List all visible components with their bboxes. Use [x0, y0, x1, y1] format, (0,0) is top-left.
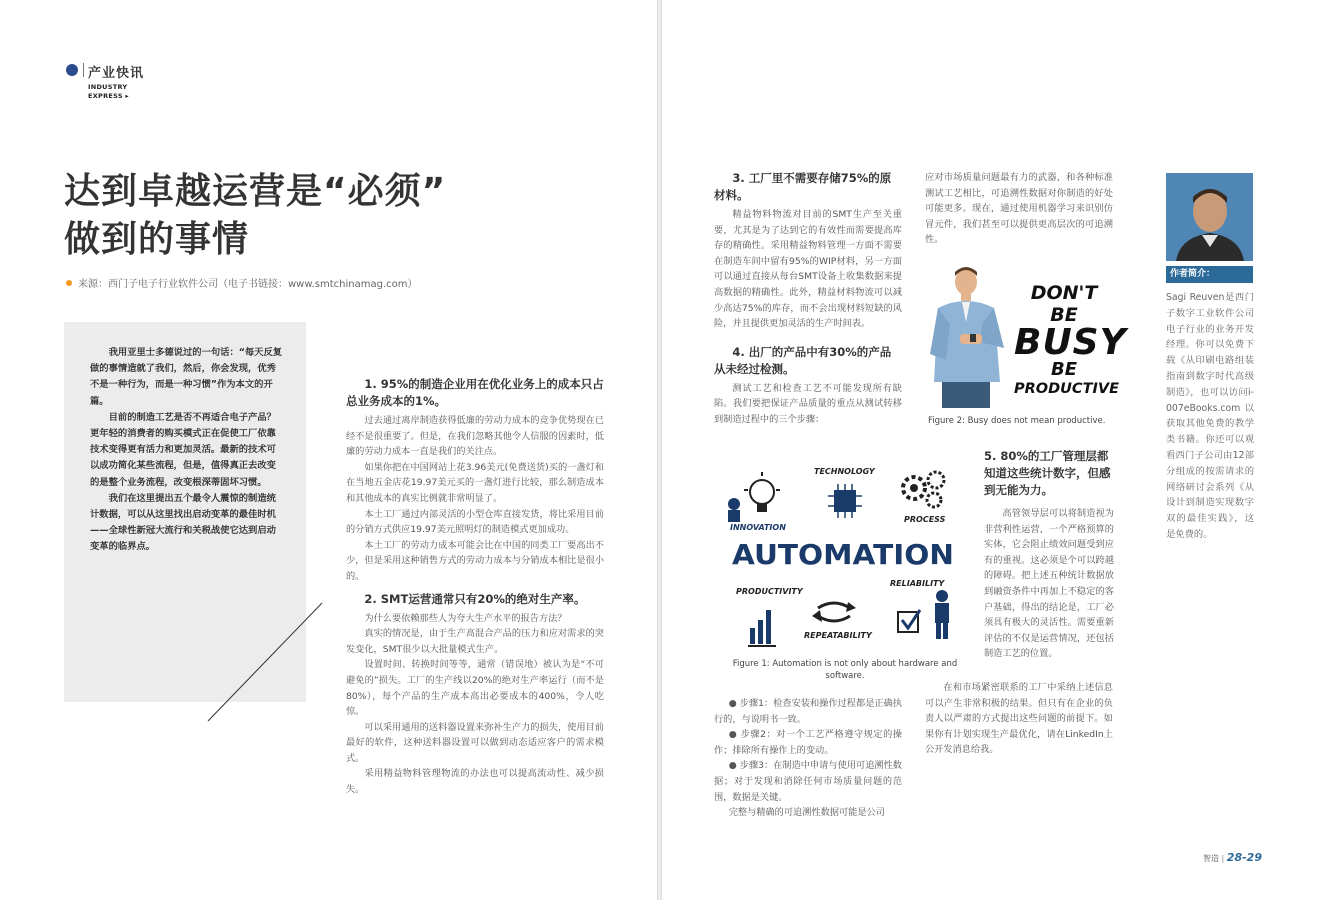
bullet-dot-icon	[66, 280, 72, 286]
article-column-3-mid	[984, 506, 1114, 662]
body-paragraph: 真实的情况是，由于生产高混合产品的压力和应对需求的突发变化，SMT很少以大批量模式生产。	[346, 628, 604, 655]
figure-2-caption: Figure 2: Busy does not mean productive.	[928, 416, 1106, 426]
section-title: 产业快讯	[88, 66, 145, 81]
body-paragraph: 精益物料物流对目前的SMT生产至关重要，尤其是为了达到它的有效性而需要提高库存的精确性。采用精益物料管理一方面不需要在制造车间中留有95%的WIP材料，另一方面可以通过直接从每台SMT设备上收集数据来提高数据的精确性。此外，精益材料物流可以减少高达75%的库存，而不会出现材料短缺的风险，并且提供更加灵活的生产时间表。	[714, 209, 902, 330]
word-innovation: INNOVATION	[730, 523, 786, 532]
section-divider	[83, 63, 84, 77]
poster-line4: PRODUCTIVE	[1014, 381, 1119, 397]
lightbulb-icon	[744, 472, 780, 512]
heading-stat-4: 4. 出厂的产品中有30%的产品从未经过检测。	[714, 344, 892, 376]
article-column-1	[346, 376, 604, 798]
article-title-line2: 做到的事情	[64, 219, 250, 260]
bar-chart-icon	[748, 610, 776, 646]
article-column-3-top	[925, 170, 1113, 248]
intro-paragraph: 目前的制造工艺是否不再适合电子产品？更年轻的消费者的购买模式正在促使工厂依靠技术变得更有活力和更加灵活。最新的技术可以成功简化某些流程，但是，值得真正去改变的是整个业务流程，改变根深蒂固坏习惯。	[90, 411, 276, 488]
figure-1-automation-graphic	[722, 460, 966, 656]
poster-line3: BE	[1050, 359, 1077, 380]
body-paragraph: 可以采用通用的送料器设置来弥补生产力的损失，使用目前最好的软件，这种送料器设置可以做到动态适应客户的需求模式。	[346, 721, 604, 764]
heading-stat-2: 2. SMT运营通常只有20%的绝对生产率。	[364, 591, 586, 606]
body-paragraph: 完整与精确的可追溯性数据可能是公司	[728, 807, 885, 819]
section-subtitle-line2: EXPRESS ▸	[88, 92, 129, 100]
body-paragraph: 在和市场紧密联系的工厂中采纳上述信息可以产生非常积极的结果。但只有在企业的负责人以严肃的方式提出这些问题的前提下。如果你有计划实现生产最优化，请在LinkedIn上公开发消息给我。	[925, 682, 1113, 756]
body-paragraph: 高管领导层可以将制造视为非营利性运营，一个严格预算的实体，它会阻止绩效问题受到应有的重视。这必须是个可以跨越的障碍。把上述五种统计数据放到融资条件中再加上不稳定的客户基础，得出的结论是，工厂必须具有极大的灵活性。需要重新评估的不仅是运营情况，还包括制造工艺的位置。	[984, 508, 1114, 660]
step-item: ● 步骤3：在制造中申请与使用可追溯性数据；对于发现和消除任何市场质量问题的范围，数据是关键。	[714, 760, 902, 803]
chip-icon	[828, 484, 862, 518]
article-title	[64, 168, 446, 264]
idea-person-icon	[728, 498, 740, 522]
section-subtitle	[88, 83, 129, 101]
heading-stat-5-wrap	[984, 448, 1114, 502]
businessman-illustration	[926, 262, 1008, 408]
body-paragraph: 如果你把在中国网站上花3.96美元(免费送货)买的一盏灯和在当地五金店花19.97美元买的一盏灯进行比较，那么制造成本和其他成本的真实比例就非常明显了。	[346, 461, 604, 504]
body-paragraph: 本土工厂通过内部灵活的小型仓库直接发货，将比采用目前的分销方式供应19.97美元照明灯的制造模式更加成功。	[346, 508, 604, 536]
repeat-arrows-icon	[812, 602, 856, 622]
author-portrait-image	[1166, 173, 1253, 261]
body-paragraph: 测试工艺和检查工艺不可能发现所有缺陷。我们要把保证产品质量的重点从测试转移到制造过程中的三个步骤：	[714, 382, 902, 425]
intro-text	[90, 345, 283, 556]
page-footer: 智造 | 28-29	[1203, 851, 1262, 864]
footer-label: 智造	[1203, 854, 1219, 863]
figure-1-caption: Figure 1: Automation is not only about hardware and software.	[732, 659, 958, 681]
intro-paragraph: 我用亚里士多德说过的一句话：“每天反复做的事情造就了我们，然后，你会发现，优秀不是一种行为，而是一种习惯”作为本文的开篇。	[90, 347, 283, 407]
heading-stat-5: 5. 80%的工厂管理层都知道这些统计数字，但感到无能为力。	[984, 449, 1111, 497]
heading-stat-3: 3. 工厂里不需要存储75%的原材料。	[714, 171, 892, 202]
gears-icon	[903, 472, 944, 507]
article-source	[66, 275, 418, 290]
author-bio: Sagi Reuven是西门子数字工业软件公司电子行业的业务开发经理。你可以免费下载《从印刷电路组装指南到数字时代高级制造》，也可以访问i-007eBooks.com以获取其他免费的教学类书籍。你还可以观看西门子公司由12部分组成的按需请求的网络研讨会系列《从设计到制造实现数字双的最佳实践》，这是免费的。	[1166, 292, 1254, 540]
poster-line2: BUSY	[1014, 322, 1127, 363]
figure-2	[926, 262, 1127, 408]
body-paragraph: 设置时间、转换时间等等，通常（错误地）被认为是“不可避免的”损失。工厂的生产线以20%的绝对生产率运行（而不是80%），每个产品的生产成本高出必要成本的400%，令人吃惊。	[346, 659, 604, 718]
word-reliability: RELIABILITY	[890, 579, 945, 588]
word-repeatability: REPEATABILITY	[804, 631, 872, 640]
decorative-diagonal-line	[205, 600, 325, 725]
body-paragraph: 本土工厂的劳动力成本可能会比在中国的同类工厂要高出不少，但是采用这种销售方式的劳动力成本与分销成本相比是很小的。	[346, 539, 604, 582]
checklist-person-icon	[898, 590, 949, 639]
word-productivity: PRODUCTIVITY	[736, 587, 803, 596]
article-title-line1: 达到卓越运营是“必须”	[64, 171, 447, 212]
steps-list	[714, 696, 902, 821]
page-numbers: 28-29	[1226, 851, 1262, 864]
source-text: 来源：西门子电子行业软件公司（电子书链接：www.smtchinamag.com）	[78, 279, 418, 290]
word-process: PROCESS	[904, 515, 946, 524]
author-tag: 作者简介：	[1166, 266, 1253, 283]
author-photo	[1166, 173, 1253, 261]
section-logo-icon	[66, 64, 78, 76]
step-item: ● 步骤2：对一个工艺严格遵守规定的操作；排除所有操作上的变动。	[714, 729, 902, 756]
section-subtitle-line1: INDUSTRY	[88, 83, 128, 91]
intro-paragraph: 我们在这里提出五个最令人震惊的制造统计数据，可以从这里找出启动变革的最佳时机——全球性新冠大流行和关税战使它达到启动变革的临界点。	[90, 492, 276, 553]
step-item: ● 步骤1：检查安装和操作过程都是正确执行的，与说明书一致。	[714, 698, 902, 725]
heading-stat-1: 1. 95%的制造企业用在优化业务上的成本只占总业务成本的1%。	[346, 377, 604, 408]
poster-line1: DON'T BE	[1030, 282, 1098, 326]
body-paragraph: 过去通过离岸制造获得低廉的劳动力成本的竞争优势现在已经不是很重要了。但是，在我们忽略其他令人信服的因素时，低廉的劳动力成本一直是我们的关注点。	[346, 415, 604, 458]
word-automation: AUTOMATION	[732, 538, 954, 571]
article-column-3-bottom	[925, 680, 1113, 758]
article-column-2	[714, 170, 902, 428]
body-paragraph: 应对市场质量问题最有力的武器，和各种标准测试工艺相比，可追溯性数据对你制造的好处可能更多。现在，通过使用机器学习来识别仿冒元件，我们甚至可以提供更高层次的可追溯性。	[925, 172, 1113, 246]
word-technology: TECHNOLOGY	[814, 467, 875, 476]
body-paragraph: 采用精益物料管理物流的办法也可以提高流动性、减少损失。	[346, 768, 604, 796]
dont-be-busy-poster	[1014, 282, 1127, 398]
body-paragraph: 为什么要依赖那些人为夸大生产水平的报告方法？	[364, 612, 567, 624]
